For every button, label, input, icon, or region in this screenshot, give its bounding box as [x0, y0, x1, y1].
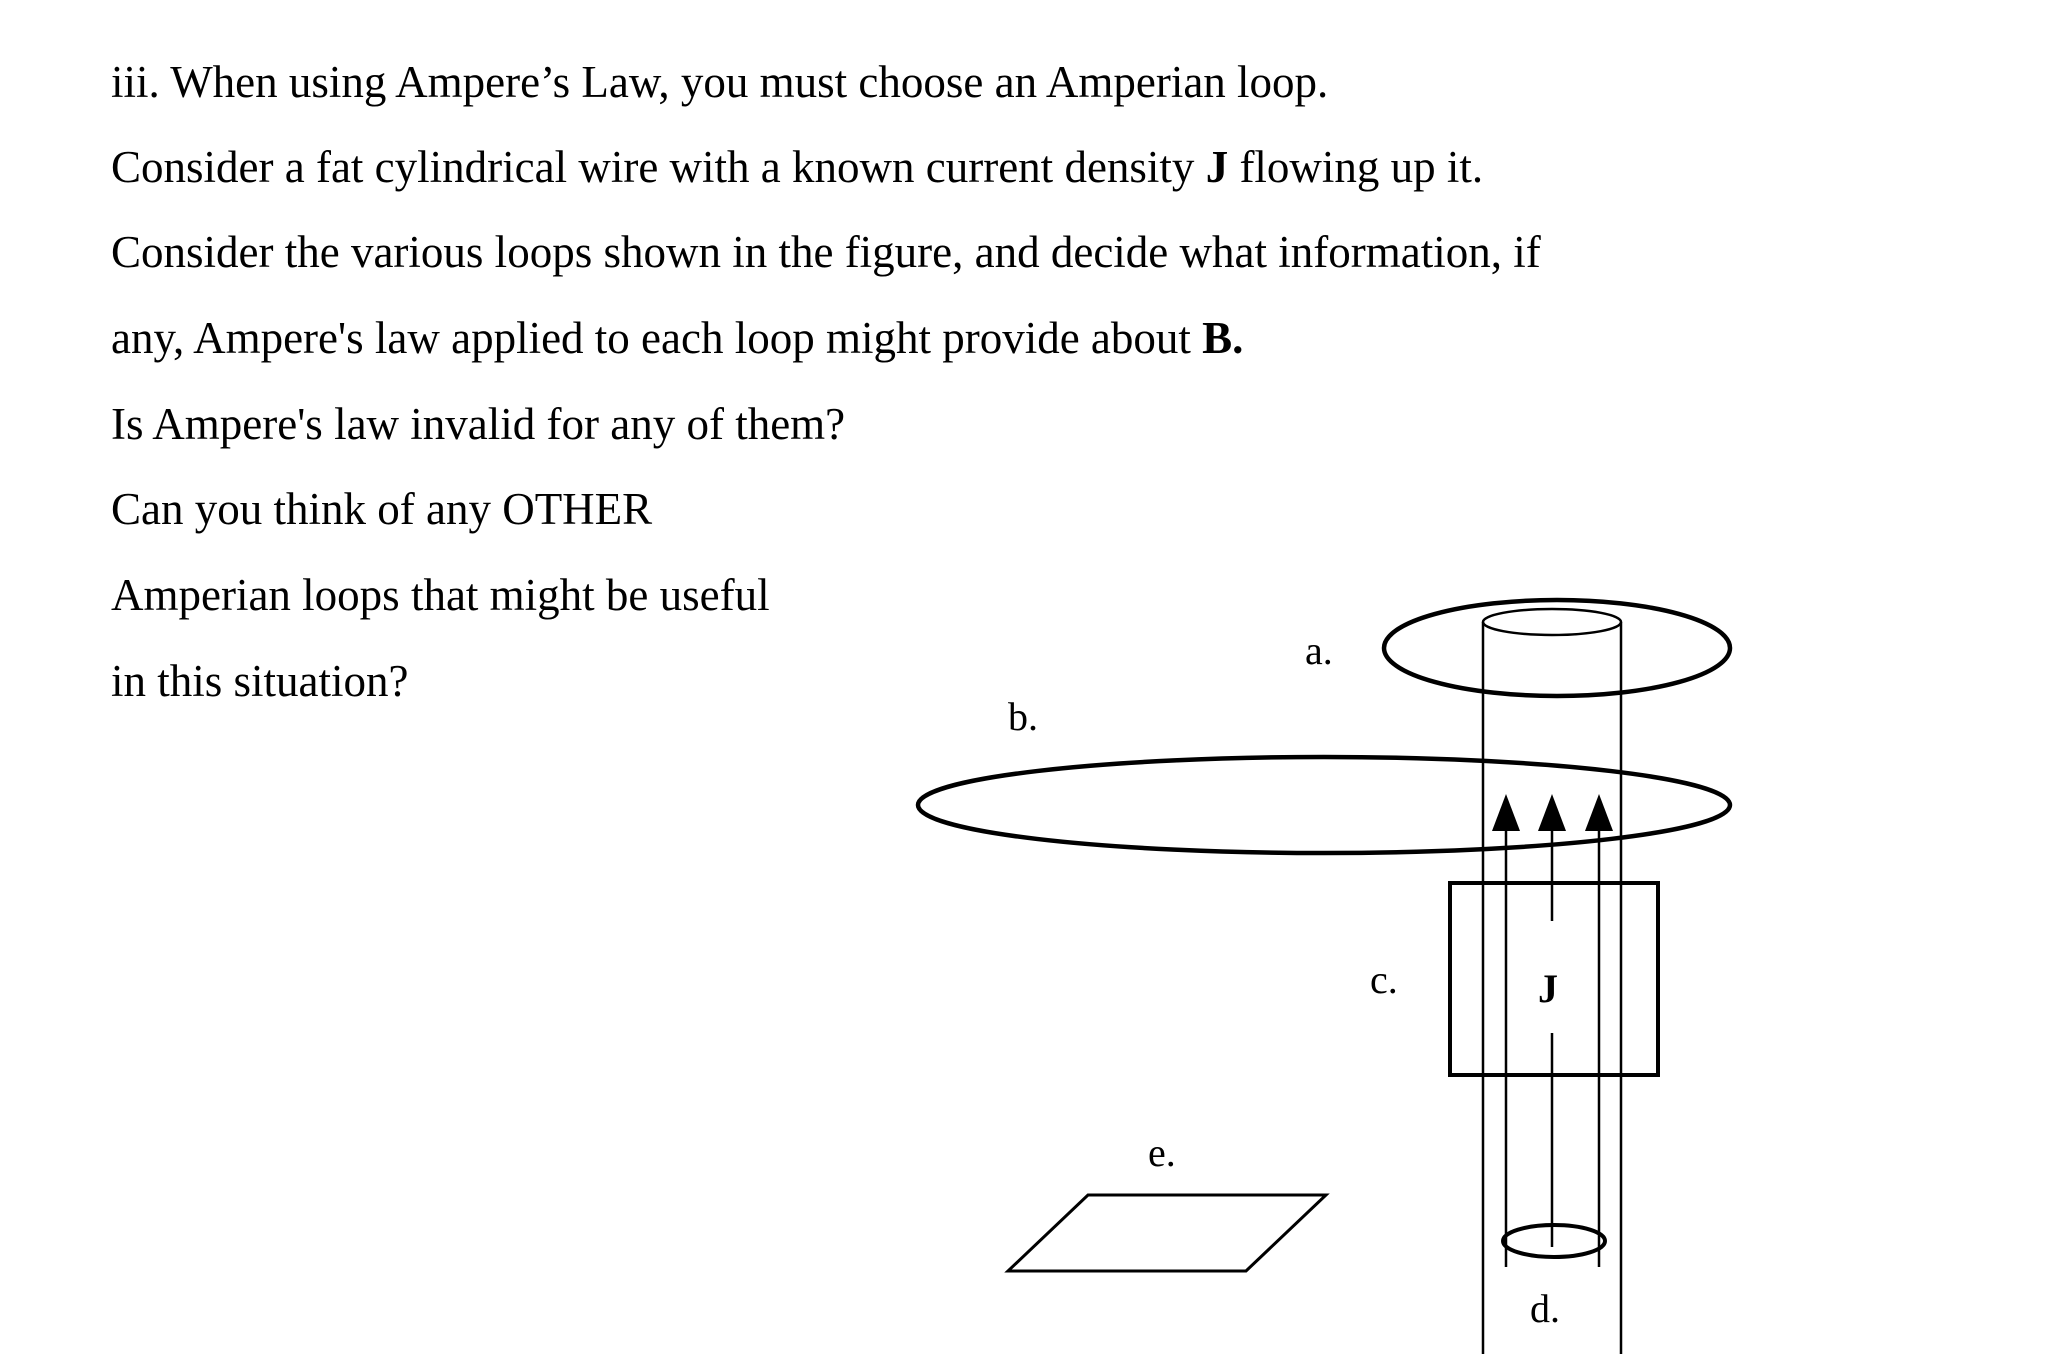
question-line-1: iii. When using Ampere’s Law, you must choose an Amperian loop.: [111, 57, 1329, 107]
current-density-symbol: J: [1205, 142, 1229, 192]
text-span: Consider a fat cylindrical wire with a known current density: [111, 142, 1206, 192]
loop-a: [1384, 600, 1730, 696]
arrow-head: [1538, 794, 1566, 831]
label-a: a.: [1305, 628, 1333, 673]
question-line-6: Can you think of any OTHER: [111, 484, 653, 534]
label-e: e.: [1148, 1130, 1176, 1175]
label-d: d.: [1530, 1286, 1560, 1331]
arrow-head: [1585, 794, 1613, 831]
question-line-3: Consider the various loops shown in the figure, and decide what information, if: [111, 227, 1541, 277]
loop-b: [918, 757, 1730, 853]
label-current-density: J: [1538, 966, 1558, 1011]
text-span: flowing up it.: [1228, 142, 1484, 192]
question-line-5: Is Ampere's law invalid for any of them?: [111, 399, 846, 449]
current-arrows: [1492, 794, 1613, 1267]
question-line-8: in this situation?: [111, 656, 409, 706]
label-b: b.: [1008, 694, 1038, 739]
loop-d: [1503, 1225, 1605, 1257]
loop-e: [1008, 1195, 1326, 1271]
question-line-7: Amperian loops that might be useful: [111, 570, 770, 620]
arrow-head: [1492, 794, 1520, 831]
text-span: any, Ampere's law applied to each loop might provide about: [111, 313, 1203, 363]
label-c: c.: [1370, 957, 1398, 1002]
magnetic-field-symbol: B.: [1202, 313, 1244, 363]
